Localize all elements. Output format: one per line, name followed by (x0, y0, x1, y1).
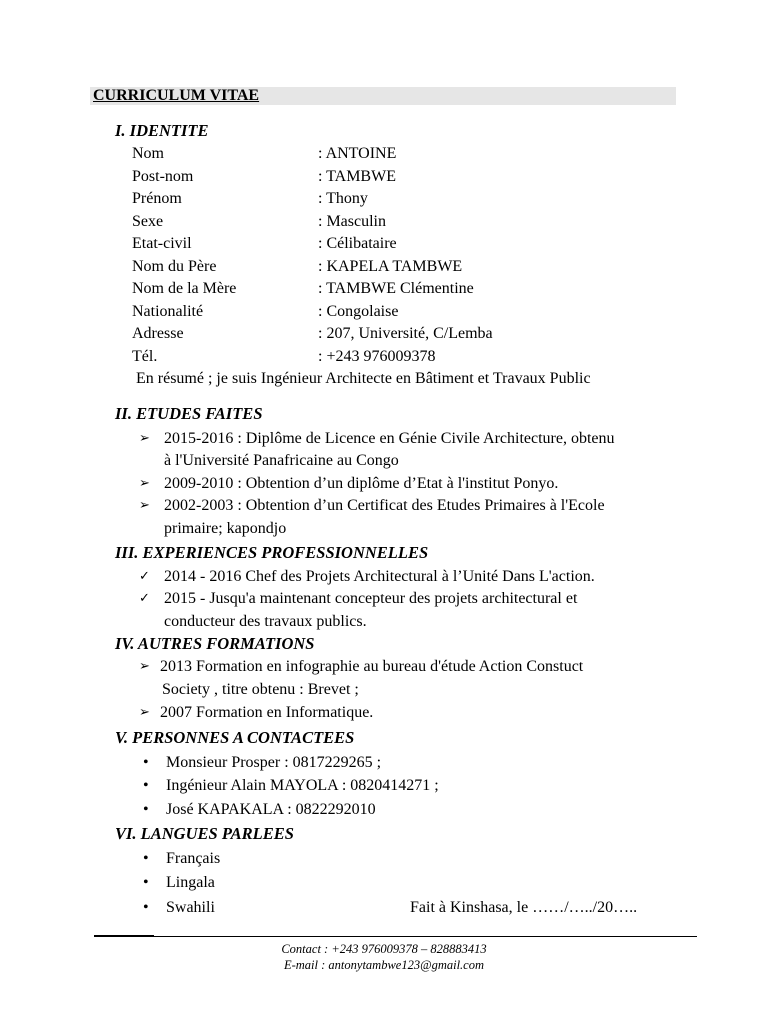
identite-label: Post-nom (132, 168, 194, 185)
language-item: Français (166, 850, 221, 867)
language-item: Lingala (166, 874, 215, 891)
arrow-bullet-icon: ➢ (139, 476, 150, 491)
experience-item-line: 2014 - 2016 Chef des Projets Architectural à l’Unité Dans L'action. (164, 568, 595, 585)
identite-value: : +243 976009378 (318, 348, 436, 365)
etudes-item-line: 2002-2003 : Obtention d’un Certificat des Etudes Primaires à l'Ecole (164, 497, 605, 514)
identite-value: : 207, Université, C/Lemba (318, 325, 493, 342)
etudes-item-line: 2015-2016 : Diplôme de Licence en Génie Civile Architecture, obtenu (164, 430, 615, 447)
bullet-icon: • (143, 850, 149, 867)
experience-item-line: conducteur des travaux publics. (164, 613, 367, 630)
formation-item-line: 2013 Formation en infographie au bureau d'étude Action Constuct (160, 658, 584, 675)
arrow-bullet-icon: ➢ (139, 498, 150, 513)
section-experiences-heading: III. EXPERIENCES PROFESSIONNELLES (115, 543, 429, 562)
identite-label: Nom de la Mère (132, 280, 237, 297)
section-contacts-heading: V. PERSONNES A CONTACTEES (115, 728, 355, 747)
footer-rule (94, 936, 697, 937)
section-langues-heading: VI. LANGUES PARLEES (115, 824, 294, 843)
identite-label: Nationalité (132, 303, 204, 320)
identite-value: : KAPELA TAMBWE (318, 258, 463, 275)
language-item: Swahili (166, 899, 215, 916)
identite-value: : Célibataire (318, 235, 397, 252)
identite-value: : Masculin (318, 213, 386, 230)
footer-contact: Contact : +243 976009378 – 828883413 (281, 942, 487, 956)
experience-item-line: 2015 - Jusqu'a maintenant concepteur des projets architectural et (164, 590, 578, 607)
identite-value: : TAMBWE (318, 168, 396, 185)
bullet-icon: • (143, 777, 149, 794)
contact-item: Ingénieur Alain MAYOLA : 0820414271 ; (166, 777, 439, 794)
section-identite-heading: I. IDENTITE (115, 121, 209, 140)
section-formations-heading: IV. AUTRES FORMATIONS (115, 634, 315, 653)
identite-summary: En résumé ; je suis Ingénieur Architecte en Bâtiment et Travaux Public (136, 370, 591, 387)
bullet-icon: • (143, 801, 149, 818)
formation-item-line: 2007 Formation en Informatique. (160, 704, 374, 721)
identite-label: Nom du Père (132, 258, 217, 275)
identite-label: Nom (132, 145, 164, 162)
etudes-item-line: 2009-2010 : Obtention d’un diplôme d’Etat à l'institut Ponyo. (164, 475, 559, 492)
identite-value: : Thony (318, 190, 368, 207)
identite-label: Adresse (132, 325, 184, 342)
identite-label: Etat-civil (132, 235, 192, 252)
identite-label: Sexe (132, 213, 164, 230)
contact-item: Monsieur Prosper : 0817229265 ; (166, 754, 382, 771)
bullet-icon: • (143, 754, 149, 771)
section-etudes-heading: II. ETUDES FAITES (115, 404, 263, 423)
arrow-bullet-icon: ➢ (139, 431, 150, 446)
arrow-bullet-icon: ➢ (139, 705, 150, 720)
checkmark-bullet-icon: ✓ (139, 569, 150, 584)
etudes-item-line: à l'Université Panafricaine au Congo (164, 452, 399, 469)
footer-email: E-mail : antonytambwe123@gmail.com (283, 958, 484, 972)
etudes-item-line: primaire; kapondjo (164, 520, 287, 537)
bullet-icon: • (143, 874, 149, 891)
identite-label: Prénom (132, 190, 182, 207)
signature-line: Fait à Kinshasa, le ……/…../20….. (410, 899, 638, 916)
document-title: CURRICULUM VITAE (93, 87, 260, 104)
arrow-bullet-icon: ➢ (139, 659, 150, 674)
identite-label: Tél. (132, 348, 158, 365)
identite-value: : ANTOINE (318, 145, 397, 162)
formation-item-line: Society , titre obtenu : Brevet ; (162, 681, 359, 698)
checkmark-bullet-icon: ✓ (139, 591, 150, 606)
identite-value: : Congolaise (318, 303, 399, 320)
bullet-icon: • (143, 899, 149, 916)
identite-value: : TAMBWE Clémentine (318, 280, 474, 297)
contact-item: José KAPAKALA : 0822292010 (166, 801, 376, 818)
